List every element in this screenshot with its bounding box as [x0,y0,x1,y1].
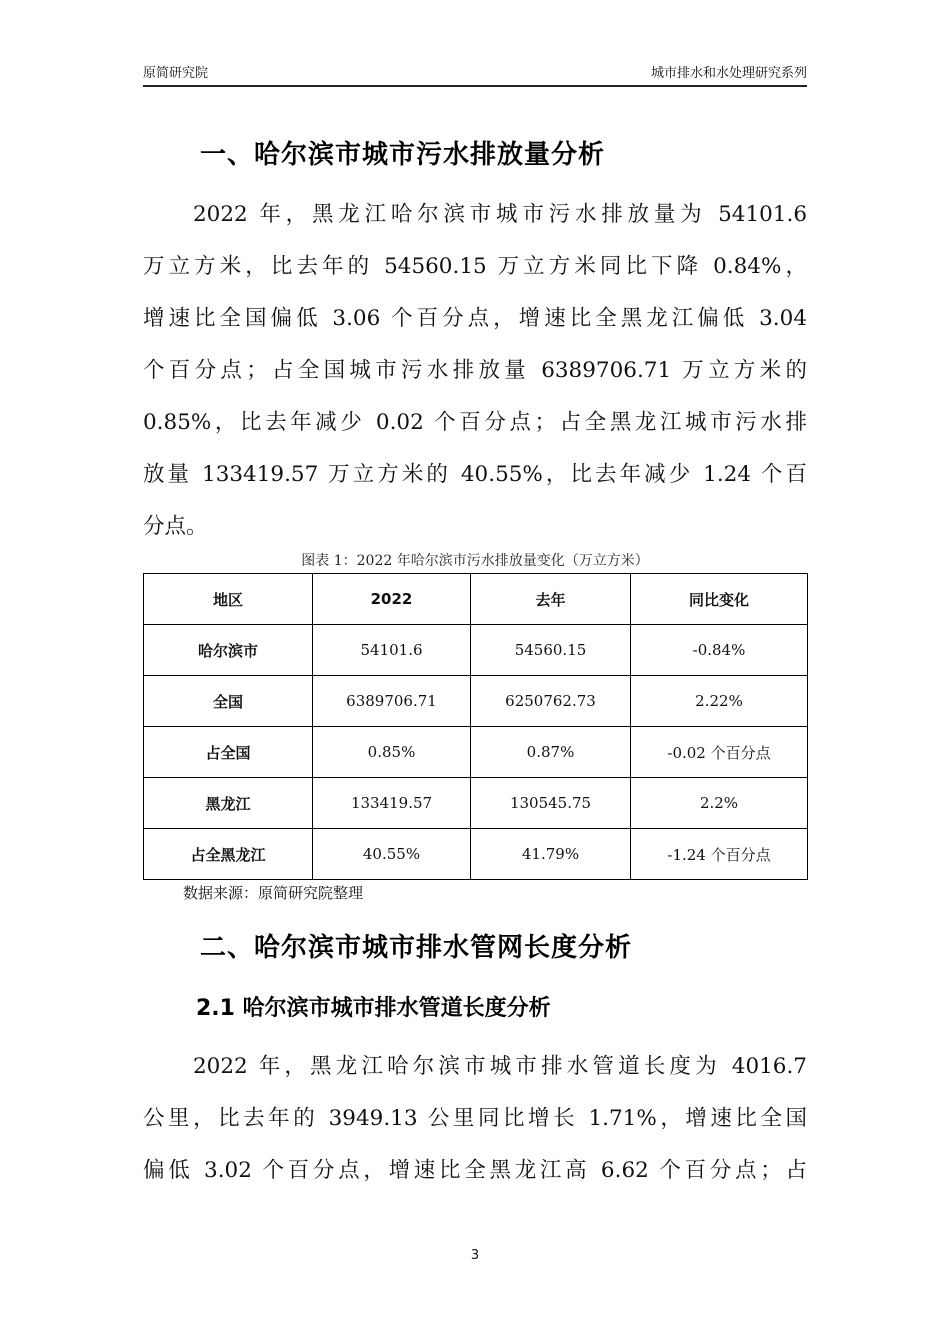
paragraph-line: 放量 133419.57 万立方米的 40.55%，比去年减少 1.24 个百 [143,462,807,487]
table-cell: -1.24 个百分点 [631,829,808,880]
paragraph-line: 0.85%，比去年减少 0.02 个百分点；占全黑龙江城市污水排 [143,410,807,435]
paragraph-line: 公里，比去年的 3949.13 公里同比增长 1.71%，增速比全国 [143,1106,807,1131]
paragraph-line: 个百分点；占全国城市污水排放量 6389706.71 万立方米的 [143,358,807,383]
table-cell: 41.79% [471,829,631,880]
header-org-name: 原简研究院 [143,66,209,81]
row-label: 哈尔滨市 [144,625,313,676]
row-label: 黑龙江 [144,778,313,829]
row-label: 全国 [144,676,313,727]
table-cell: 133419.57 [313,778,471,829]
header-series-name: 城市排水和水处理研究系列 [650,66,807,81]
section-1-heading: 一、哈尔滨市城市污水排放量分析 [200,140,606,170]
column-header-2022: 2022 [313,574,471,625]
section-1-paragraph [143,189,807,553]
table-cell: 2.22% [631,676,808,727]
paragraph-line: 2022 年，黑龙江哈尔滨市城市排水管道长度为 4016.7 [193,1054,807,1079]
paragraph-line: 偏低 3.02 个百分点，增速比全黑龙江高 6.62 个百分点；占 [143,1158,807,1183]
table-row [144,727,808,778]
section-2-heading: 二、哈尔滨市城市排水管网长度分析 [200,933,633,963]
table-header-row [144,574,808,625]
column-header-last-year: 去年 [471,574,631,625]
paragraph-line: 万立方米，比去年的 54560.15 万立方米同比下降 0.84%， [143,254,807,279]
table-cell: 0.85% [313,727,471,778]
page-number: 3 [470,1248,480,1263]
table-row [144,778,808,829]
table-cell: 40.55% [313,829,471,880]
section-2-paragraph [143,1041,807,1197]
column-header-yoy-change: 同比变化 [631,574,808,625]
table-row [144,829,808,880]
sewage-discharge-table [143,573,808,880]
paragraph-line: 分点。 [143,514,208,539]
table-cell: 0.87% [471,727,631,778]
header-divider [143,85,807,87]
table-cell: 6389706.71 [313,676,471,727]
table-row [144,676,808,727]
paragraph-line: 增速比全国偏低 3.06 个百分点，增速比全黑龙江偏低 3.04 [143,306,807,331]
table-cell: 2.2% [631,778,808,829]
table-cell: 6250762.73 [471,676,631,727]
table-caption: 图表 1：2022 年哈尔滨市污水排放量变化（万立方米） [301,553,649,569]
row-label: 占全国 [144,727,313,778]
row-label: 占全黑龙江 [144,829,313,880]
table-source-note: 数据来源：原简研究院整理 [183,884,364,902]
table-row [144,625,808,676]
paragraph-line: 2022 年，黑龙江哈尔滨市城市污水排放量为 54101.6 [193,202,807,227]
table-cell: -0.02 个百分点 [631,727,808,778]
table-cell: 54560.15 [471,625,631,676]
table-cell: -0.84% [631,625,808,676]
column-header-region: 地区 [144,574,313,625]
subsection-2-1-heading: 2.1 哈尔滨市城市排水管道长度分析 [196,996,551,1021]
table-cell: 54101.6 [313,625,471,676]
table-cell: 130545.75 [471,778,631,829]
